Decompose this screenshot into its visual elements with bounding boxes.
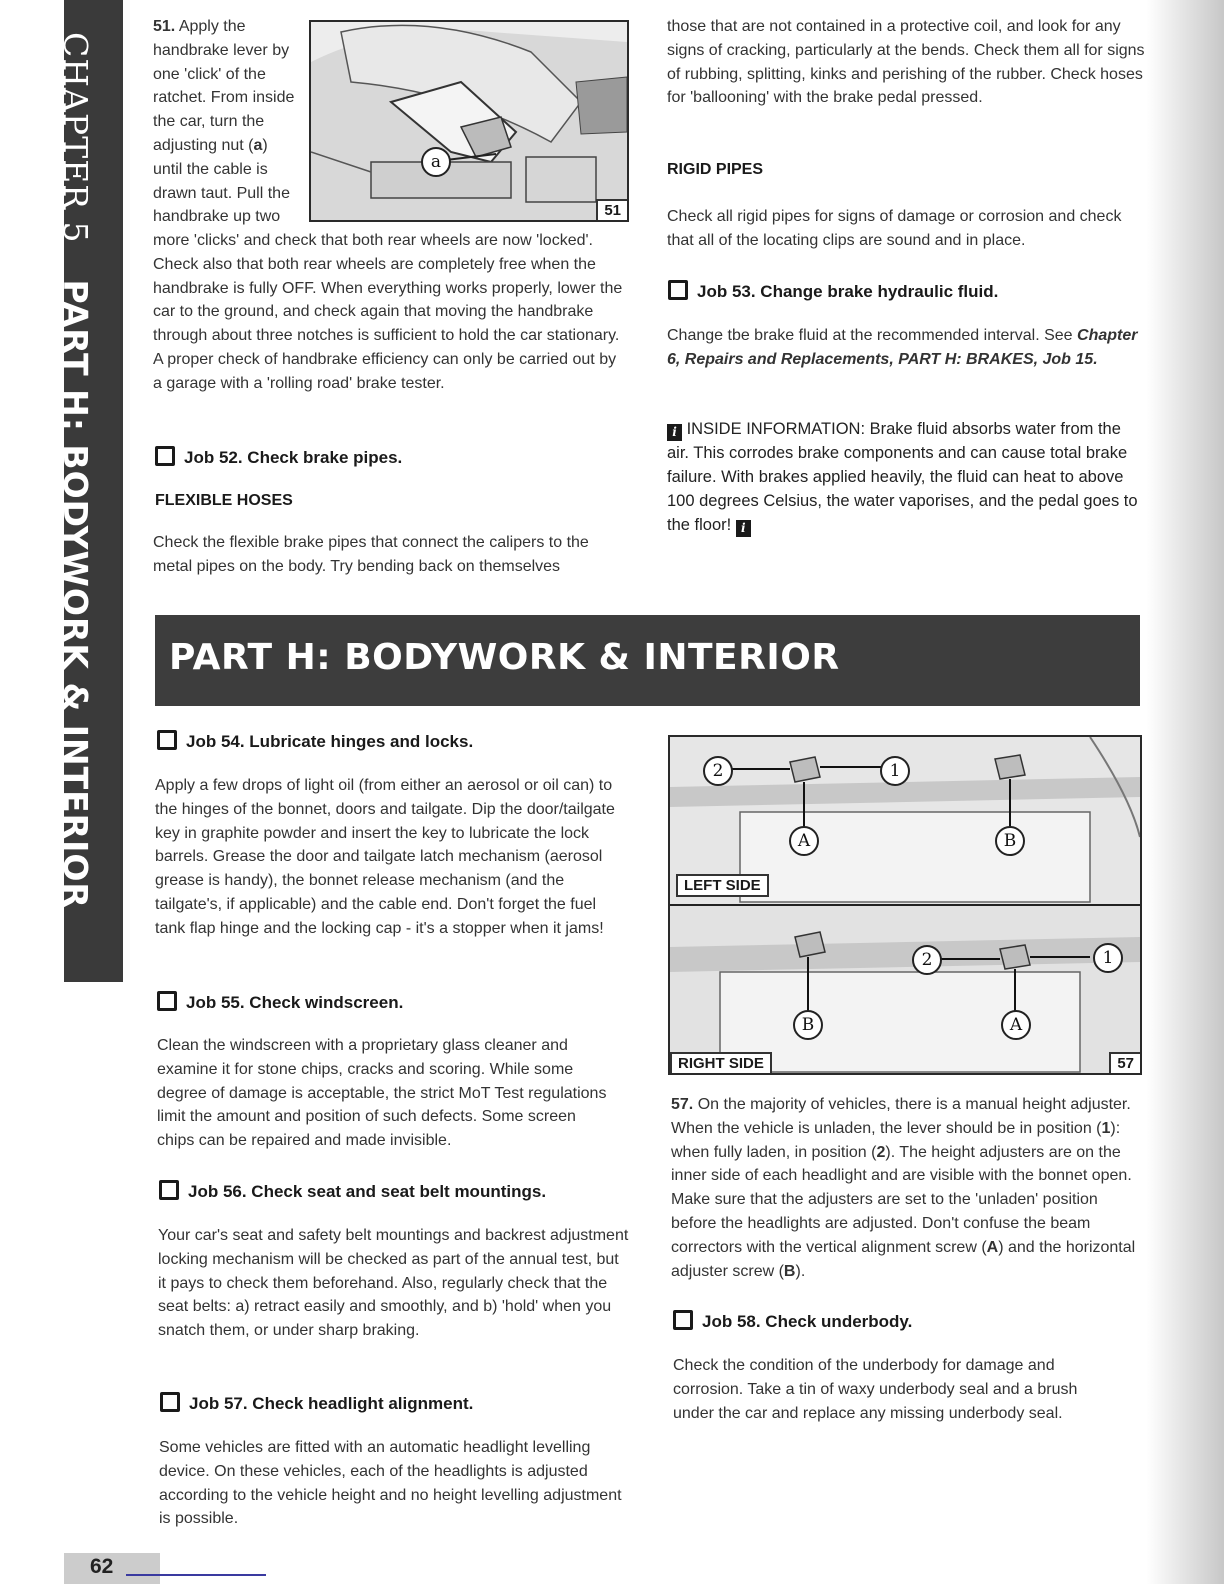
step-51-line: one 'click' of the — [153, 65, 266, 83]
checkbox-icon — [668, 280, 688, 300]
job-57-text: Some vehicles are fitted with an automatic headlight levelling device. On these vehicles, each of the headlights is adjusted according to the vehicle height and no height levelling adjustment is possible. — [159, 1439, 622, 1528]
checkbox-icon — [160, 1392, 180, 1412]
position-1-ref: 1 — [1101, 1119, 1111, 1137]
job-55-title: Job 55. Check windscreen. — [186, 993, 404, 1012]
step-57-text — [671, 1093, 1141, 1283]
job-56-text: Your car's seat and safety belt mountings and backrest adjustment locking mechanism will be checked as part of the annual test, but it pays to check them beforehand. Also, regularly check that the seat belts: a) retract easily and smoothly, and b) 'hold' when you snatch them, or under sharp braking. — [158, 1227, 629, 1340]
figure-57-callout-B-bottom: B — [793, 1010, 823, 1040]
job-56-heading — [159, 1180, 546, 1202]
rigid-pipes-heading: RIGID PIPES — [667, 161, 764, 178]
checkbox-icon — [157, 730, 177, 750]
figure-57-callout-2-bottom: 2 — [912, 945, 942, 975]
checkbox-icon — [155, 446, 175, 466]
step-57-part: ). — [795, 1262, 806, 1280]
figure-57-callout-A-bottom: A — [1001, 1010, 1031, 1040]
info-icon: i — [736, 520, 751, 537]
figure-57-callout-1-top: 1 — [880, 756, 910, 786]
page-number-tab — [64, 1553, 160, 1584]
footer-rule — [126, 1574, 266, 1576]
step-51-line: until the cable is — [153, 160, 268, 178]
step-51-ref-a: a — [253, 136, 263, 154]
figure-57-callout-1-bottom: 1 — [1093, 943, 1123, 973]
figure-57-right-side-label: RIGHT SIDE — [670, 1052, 772, 1075]
section-banner — [155, 615, 1140, 706]
figure-51-number: 51 — [596, 199, 629, 222]
job-52-title: Job 52. Check brake pipes. — [184, 448, 403, 467]
job-57-title: Job 57. Check headlight alignment. — [189, 1394, 474, 1413]
flexible-hoses-heading: FLEXIBLE HOSES — [155, 492, 293, 509]
job-54-title: Job 54. Lubricate hinges and locks. — [186, 732, 474, 751]
figure-51-handbrake — [309, 20, 629, 222]
job-56-title: Job 56. Check seat and seat belt mountings. — [188, 1182, 547, 1201]
sidebar-title — [57, 32, 93, 909]
job-58-text: Check the condition of the underbody for damage and corrosion. Take a tin of waxy underbody seal and a brush under the car and replace any missing underbody seal. — [673, 1357, 1078, 1422]
step-51-line: ) — [262, 136, 268, 154]
figure-57-callout-B-top: B — [995, 826, 1025, 856]
job-53-title: Job 53. Change brake hydraulic fluid. — [697, 282, 999, 301]
page-gutter-shadow — [1146, 0, 1224, 1584]
step-57-part: ): when fully laden, in position ( — [671, 1119, 1121, 1161]
rigid-pipes-text: Check all rigid pipes for signs of damage or corrosion and check that all of the locating clips are sound and in place. — [667, 208, 1122, 249]
inside-information-text: INSIDE INFORMATION: Brake fluid absorbs water from the air. This corrodes brake components and can cause total brake failure. With brakes applied heavily, the fluid can heat to above 100 degrees Celsius, the water vaporises, and the pedal goes to the floor! — [667, 420, 1138, 534]
figure-57-number: 57 — [1109, 1052, 1142, 1075]
screw-b-ref: B — [783, 1262, 796, 1280]
job-54-heading — [157, 730, 473, 752]
info-icon: i — [667, 424, 682, 441]
figure-57-callout-2-top: 2 — [703, 756, 733, 786]
step-57-number: 57. — [671, 1096, 694, 1113]
screw-a-ref: A — [986, 1238, 999, 1256]
sidebar-chapter: CHAPTER 5 — [56, 32, 95, 244]
step-51-line: handbrake lever by — [153, 41, 290, 59]
job-53-heading — [668, 280, 998, 302]
handbrake-illustration — [311, 22, 627, 220]
sidebar-part: PART H: BODYWORK & INTERIOR — [56, 279, 95, 909]
figure-57-left-side-label: LEFT SIDE — [676, 874, 769, 897]
figure-51-callout-a: a — [421, 147, 451, 177]
job-55-text: Clean the windscreen with a proprietary glass cleaner and examine it for stone chips, cracks and scoring. While some degree of damage is acceptable, the strict MoT Test regulations limit the amount and position of such defects. Some screen chips can be repaired and made invisible. — [157, 1037, 607, 1150]
job-55-heading — [157, 991, 403, 1013]
figure-57-callout-A-top: A — [789, 826, 819, 856]
job-53-reference: Chapter 6, Repairs and Replacements, PART H: BRAKES, Job 15. — [667, 327, 1138, 368]
job-53-text — [667, 324, 1147, 372]
section-title: PART H: BODYWORK & INTERIOR — [169, 637, 840, 678]
headlight-illustration — [670, 737, 1140, 1073]
job-54-text: Apply a few drops of light oil (from either an aerosol or oil can) to the hinges of the bonnet, doors and tailgate. Dip the door/tailgate key in graphite powder and insert the key to lubricate the lock barrels. Grease the door and tailgate latch mechanism (aerosol grease is handy), the bonnet release mechanism (and the tailgate's, if applicable) and the cable end. Don't forget the fuel tank flap hinge and the locking cap - it's a stopper when it jams! — [155, 777, 615, 937]
checkbox-icon — [157, 991, 177, 1011]
step-51-line: adjusting nut ( — [153, 136, 254, 154]
job-57-heading — [160, 1392, 473, 1414]
checkbox-icon — [159, 1180, 179, 1200]
position-2-ref: 2 — [876, 1143, 886, 1161]
step-51-line: ratchet. From inside — [153, 89, 295, 107]
job-58-heading — [673, 1310, 912, 1332]
page-number: 62 — [90, 1555, 114, 1578]
step-51-line: Apply the — [178, 18, 246, 35]
step-57-part: ) and the horizontal adjuster screw ( — [671, 1238, 1136, 1280]
inside-information — [667, 417, 1142, 537]
job-52-heading — [155, 446, 402, 468]
step-51-number: 51. — [153, 18, 176, 35]
step-51-line: drawn taut. Pull the — [153, 184, 290, 202]
flexible-hoses-text: Check the flexible brake pipes that connect the calipers to the metal pipes on the body. Try bending back on themselves — [153, 534, 589, 575]
step-57-part: ). The height adjusters are on the inner side of each headlight and are visible with the bonnet open. Make sure that the adjusters are set to the 'unladen' position before the headlights are adjusted. Don't confuse the beam correctors with the vertical alignment screw ( — [671, 1143, 1132, 1256]
step-51-line: handbrake up two — [153, 208, 281, 226]
step-51-wrapped-text — [153, 15, 305, 229]
job-53-text-line: Change tbe brake fluid at the recommended interval. See — [667, 327, 1073, 344]
step-57-part: On the majority of vehicles, there is a manual height adjuster. When the vehicle is unladen, the lever should be in position ( — [671, 1096, 1131, 1137]
flexible-hoses-continued: those that are not contained in a protective coil, and look for any signs of cracking, particularly at the bends. Check them all for signs of rubbing, splitting, kinks and perishing of the rubber. Check hoses for 'ballooning' with the brake pedal pressed. — [667, 18, 1145, 107]
step-51-line: the car, turn the — [153, 113, 265, 131]
figure-57-headlight-adjusters — [668, 735, 1142, 1075]
checkbox-icon — [673, 1310, 693, 1330]
step-51-text: more 'clicks' and check that both rear wheels are now 'locked'. Check also that both rear wheels are completely free when the handbrake is fully OFF. When everything works properly, lower the car to the ground, and check again that moving the handbrake through about three notches is sufficient to hold the car stationary. A proper check of handbrake efficiency can only be carried out by a garage with a 'rolling road' brake tester. — [153, 232, 623, 392]
job-58-title: Job 58. Check underbody. — [702, 1312, 913, 1331]
